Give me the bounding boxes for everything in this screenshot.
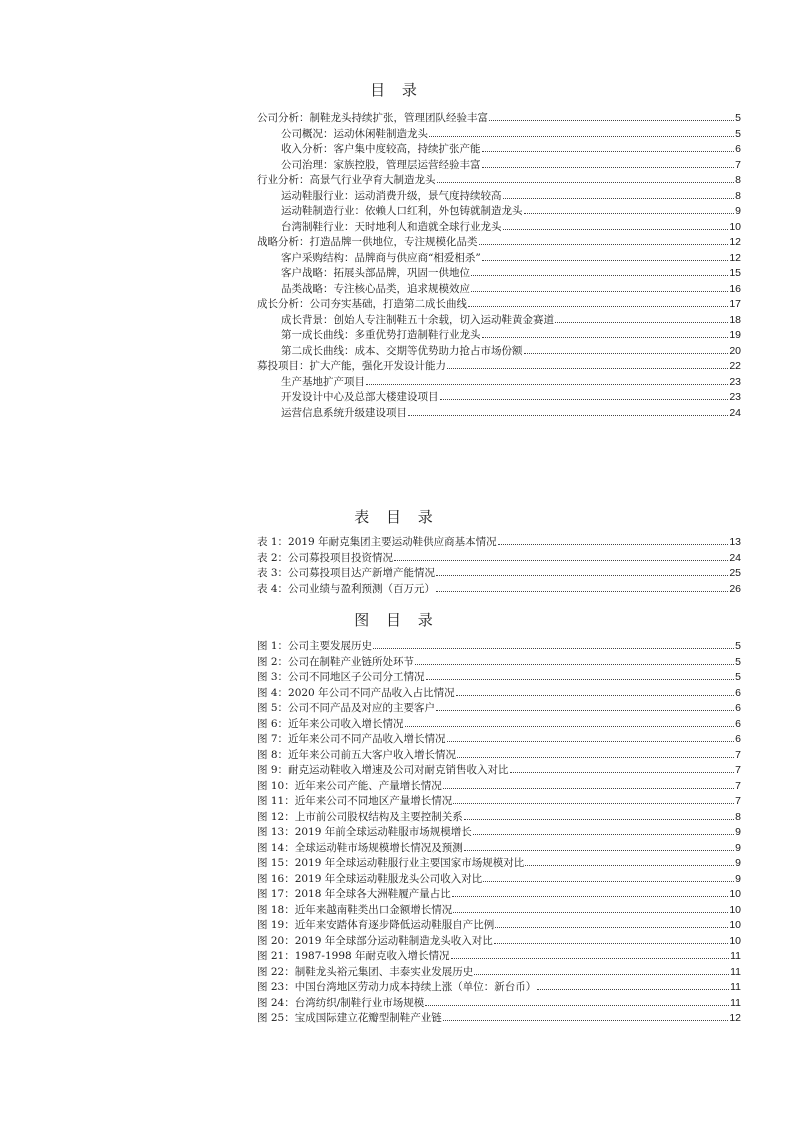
figures-entry-text: 图 19：近年来安踏体育逐步降低运动鞋服自产比例 [257, 919, 495, 931]
toc-entry-page: 19 [729, 329, 741, 341]
dot-leader [494, 943, 729, 944]
figures-entry-text: 图 2：公司在制鞋产业链所处环节 [257, 655, 415, 668]
figures-entry[interactable] [257, 949, 741, 965]
dot-leader [452, 896, 729, 897]
dot-leader [366, 384, 728, 385]
figures-entry-text: 图 9：耐克运动鞋收入增速及公司对耐克销售收入对比 [257, 764, 509, 776]
toc-entry-page: 23 [729, 391, 741, 403]
toc-entry[interactable] [257, 297, 741, 313]
dot-leader [495, 927, 728, 928]
dot-leader [468, 306, 728, 307]
figures-entry-text: 图 16：2019 年全球运动鞋服龙头公司收入对比 [257, 872, 483, 885]
toc-entry-page: 6 [735, 143, 741, 155]
tables-entry-text: 表 4：公司业绩与盈利预测（百万元） [257, 582, 436, 595]
toc-entry[interactable] [257, 204, 741, 220]
toc-entry-page: 20 [729, 344, 741, 357]
dot-leader [489, 120, 734, 121]
figures-entry[interactable] [257, 841, 741, 857]
figures-entry[interactable] [257, 918, 741, 934]
dot-leader [525, 865, 734, 866]
dot-leader [405, 726, 735, 727]
figures-entry[interactable] [257, 670, 741, 686]
figures-entry-page: 7 [735, 779, 741, 792]
dot-leader [447, 368, 728, 369]
figures-entry-page: 11 [730, 950, 741, 962]
figures-entry-page: 9 [735, 857, 741, 869]
dot-leader [457, 757, 734, 758]
toc-entry[interactable] [257, 313, 741, 329]
toc-entry-text: 运营信息系统升级建设项目 [281, 406, 407, 419]
figures-entry-page: 9 [735, 826, 741, 838]
toc-entry-page: 12 [729, 251, 741, 264]
figures-entry[interactable] [257, 887, 741, 903]
dot-leader [471, 275, 728, 276]
figures-entry-page: 11 [730, 996, 741, 1009]
toc-entry-page: 5 [735, 112, 741, 124]
toc-entry[interactable] [257, 189, 741, 205]
figures-entry[interactable] [257, 810, 741, 826]
toc-entry-text: 运动鞋制造行业：依赖人口红利，外包铸就制造龙头 [281, 205, 523, 217]
toc-entry-page: 23 [729, 375, 741, 388]
figures-entry-page: 10 [729, 919, 741, 931]
figures-entry[interactable] [257, 732, 741, 748]
toc-entry-text: 成长分析：公司夯实基础，打造第二成长曲线 [257, 298, 467, 310]
dot-leader [394, 560, 728, 561]
toc-entry-text: 收入分析：客户集中度较高，持续扩张产能 [281, 143, 481, 155]
toc-entry-text: 第一成长曲线：多重优势打造制鞋行业龙头 [281, 329, 481, 341]
toc-title: 目 录 [370, 81, 423, 99]
figures-entry-page: 9 [735, 841, 741, 854]
figures-entry[interactable] [257, 763, 741, 779]
toc-entry[interactable] [257, 142, 741, 158]
dot-leader [443, 1020, 729, 1021]
figures-entry-page: 9 [735, 872, 741, 885]
tables-entry[interactable] [257, 582, 741, 598]
toc-entry-text: 成长背景：创始人专注制鞋五十余载，切入运动鞋黄金赛道 [281, 313, 554, 326]
toc-entry-page: 22 [729, 360, 741, 372]
toc-entry-page: 9 [735, 205, 741, 217]
figures-entry-page: 7 [735, 748, 741, 761]
tables-entry-text: 表 2：公司募投项目投资情况 [257, 551, 394, 564]
dot-leader [408, 415, 728, 416]
toc-entry-text: 公司治理：家族控股，管理层运营经验丰富 [281, 158, 481, 171]
toc-entry[interactable] [257, 359, 741, 375]
toc-entry-page: 7 [735, 158, 741, 171]
figures-entry[interactable] [257, 856, 741, 872]
toc-entry[interactable] [257, 158, 741, 174]
toc-entry-text: 行业分析：高景气行业孕育大制造龙头 [257, 174, 436, 186]
dot-leader [479, 244, 729, 245]
figures-entry-text: 图 24：台湾纺织/制鞋行业市场规模 [257, 996, 425, 1009]
figures-entry-text: 图 20：2019 年全球部分运动鞋制造龙头收入对比 [257, 934, 493, 947]
toc-entry-page: 8 [735, 174, 741, 186]
figures-entry-text: 图 21：1987-1998 年耐克收入增长情况 [257, 950, 450, 962]
toc-entry-page: 16 [729, 282, 741, 295]
figures-entry-text: 图 18：近年来越南鞋类出口金额增长情况 [257, 903, 453, 916]
figures-entry[interactable] [257, 1011, 741, 1027]
figures-entry[interactable] [257, 794, 741, 810]
figures-entry-text: 图 23：中国台湾地区劳动力成本持续上涨（单位：新台币） [257, 981, 537, 993]
toc-entry-text: 公司分析：制鞋龙头持续扩张，管理团队经验丰富 [257, 112, 488, 124]
tables-entry-page: 13 [729, 536, 741, 548]
figures-entry-text: 图 4：2020 年公司不同产品收入占比情况 [257, 686, 455, 699]
toc-entry-page: 15 [729, 267, 741, 279]
toc-entry[interactable] [257, 282, 741, 298]
dot-leader [510, 772, 735, 773]
figures-entry-page: 5 [735, 655, 741, 668]
figures-entry-text: 图 22：制鞋龙头裕元集团、丰泰实业发展历史 [257, 965, 474, 978]
tables-entry-page: 24 [729, 551, 741, 564]
figures-entry-text: 图 14：全球运动鞋市场规模增长情况及预测 [257, 841, 463, 854]
toc-entry[interactable] [257, 406, 741, 422]
dot-leader [464, 850, 734, 851]
toc-entry[interactable] [257, 251, 741, 267]
figures-entry-text: 图 3：公司不同地区子公司分工情况 [257, 671, 425, 683]
dot-leader [436, 710, 734, 711]
toc-entry-text: 生产基地扩产项目 [281, 375, 365, 388]
tables-entry[interactable] [257, 551, 741, 567]
figures-entry[interactable] [257, 934, 741, 950]
toc-entry-page: 8 [735, 189, 741, 202]
toc-entry-page: 12 [729, 236, 741, 248]
toc-entry[interactable] [257, 328, 741, 344]
toc-entry[interactable] [257, 127, 741, 143]
figures-entry-page: 11 [730, 981, 741, 993]
table-list-title: 表 目 录 [354, 508, 439, 526]
figures-entry[interactable] [257, 686, 741, 702]
dot-leader [503, 229, 729, 230]
figures-entry-text: 图 17：2018 年全球各大洲鞋履产量占比 [257, 888, 451, 900]
toc-entry[interactable] [257, 111, 741, 127]
figures-entry[interactable] [257, 996, 741, 1012]
figures-entry-text: 图 25：宝成国际建立花瓣型制鞋产业链 [257, 1012, 442, 1024]
figures-entry-page: 7 [735, 764, 741, 776]
tables-entry[interactable] [257, 535, 741, 551]
dot-leader [443, 788, 734, 789]
figures-entry-page: 6 [735, 686, 741, 699]
figures-entry[interactable] [257, 980, 741, 996]
dot-leader [471, 291, 728, 292]
figures-entry[interactable] [257, 655, 741, 671]
dot-leader [537, 989, 729, 990]
toc-entry-text: 客户采购结构：品牌商与供应商“相爱相杀” [281, 251, 481, 264]
figures-entry-page: 12 [729, 1012, 741, 1024]
figures-entry-page: 7 [735, 795, 741, 807]
toc-entry-text: 客户战略：拓展头部品牌，巩固一供地位 [281, 267, 470, 279]
dot-leader [482, 167, 735, 168]
dot-leader [498, 544, 729, 545]
toc-entry-text: 开发设计中心及总部大楼建设项目 [281, 391, 439, 403]
figures-entry-text: 图 1：公司主要发展历史 [257, 640, 373, 652]
dot-leader [453, 912, 728, 913]
dot-leader [524, 353, 729, 354]
toc-entry-text: 品类战略：专注核心品类，追求规模效应 [281, 282, 470, 295]
figures-entry-page: 5 [735, 671, 741, 683]
toc-entry[interactable] [257, 235, 741, 251]
figures-entry[interactable] [257, 717, 741, 733]
tables-entry[interactable] [257, 566, 741, 582]
toc-entry[interactable] [257, 390, 741, 406]
dot-leader [456, 695, 735, 696]
tables-entry-page: 26 [729, 582, 741, 595]
dot-leader [464, 819, 734, 820]
figures-entry-text: 图 13：2019 年前全球运动鞋服市场规模增长 [257, 826, 472, 838]
figures-entry-page: 10 [729, 888, 741, 900]
figures-entry[interactable] [257, 965, 741, 981]
figures-entry-text: 图 12：上市前公司股权结构及主要控制关系 [257, 810, 463, 823]
figures-entry[interactable] [257, 748, 741, 764]
tables-entry-page: 25 [729, 567, 741, 579]
figures-entry-text: 图 15：2019 年全球运动鞋服行业主要国家市场规模对比 [257, 857, 525, 869]
toc-entry[interactable] [257, 375, 741, 391]
toc-entry[interactable] [257, 220, 741, 236]
figures-entry-text: 图 10：近年来公司产能、产量增长情况 [257, 779, 442, 792]
dot-leader [373, 648, 734, 649]
figures-entry[interactable] [257, 825, 741, 841]
dot-leader [482, 337, 729, 338]
dot-leader [451, 958, 730, 959]
figures-entry-page: 6 [735, 717, 741, 730]
figures-entry-text: 图 6：近年来公司收入增长情况 [257, 717, 404, 730]
toc-entry[interactable] [257, 344, 741, 360]
figures-entry-page: 10 [729, 934, 741, 947]
figures-entry-text: 图 8：近年来公司前五大客户收入增长情况 [257, 748, 457, 761]
toc-entry-page: 24 [729, 406, 741, 419]
dot-leader [429, 136, 734, 137]
toc-entry-page: 5 [735, 127, 741, 140]
figures-entry-text: 图 5：公司不同产品及对应的主要客户 [257, 702, 436, 714]
figures-entry[interactable] [257, 701, 741, 717]
dot-leader [473, 834, 734, 835]
toc-entry[interactable] [257, 173, 741, 189]
figure-list-title: 图 目 录 [354, 611, 439, 629]
dot-leader [436, 591, 728, 592]
dot-leader [524, 213, 735, 214]
toc-entry-page: 17 [729, 298, 741, 310]
figures-entry-page: 11 [730, 965, 741, 978]
dot-leader [426, 679, 735, 680]
toc-entry-text: 公司概况：运动休闲鞋制造龙头 [281, 127, 428, 140]
figures-entry-page: 10 [729, 903, 741, 916]
figures-entry-page: 8 [735, 810, 741, 823]
toc-list [257, 111, 741, 421]
figures-entry[interactable] [257, 639, 741, 655]
tables-entry-text: 表 3：公司募投项目达产新增产能情况 [257, 567, 436, 579]
toc-entry-text: 第二成长曲线：成本、交期等优势助力抢占市场份额 [281, 344, 523, 357]
dot-leader [503, 198, 735, 199]
figures-entry-text: 图 11：近年来公司不同地区产量增长情况 [257, 795, 453, 807]
dot-leader [440, 399, 729, 400]
figures-entry-text: 图 7：近年来公司不同产品收入增长情况 [257, 733, 446, 745]
dot-leader [436, 575, 728, 576]
toc-entry-text: 战略分析：打造品牌一供地位，专注规模化品类 [257, 236, 478, 248]
tables-entry-text: 表 1：2019 年耐克集团主要运动鞋供应商基本情况 [257, 536, 497, 548]
toc-entry-text: 运动鞋服行业：运动消费升级，景气度持续较高 [281, 189, 502, 202]
dot-leader [482, 260, 729, 261]
figures-entry-page: 5 [735, 640, 741, 652]
dot-leader [437, 182, 735, 183]
dot-leader [555, 322, 728, 323]
dot-leader [453, 803, 734, 804]
dot-leader [425, 1005, 729, 1006]
toc-entry-text: 台湾制鞋行业：天时地利人和造就全球行业龙头 [281, 220, 502, 233]
toc-entry-text: 募投项目：扩大产能，强化开发设计能力 [257, 360, 446, 372]
figures-entry[interactable] [257, 779, 741, 795]
dot-leader [482, 151, 735, 152]
toc-entry-page: 18 [729, 313, 741, 326]
table-list [257, 535, 741, 597]
dot-leader [474, 974, 729, 975]
dot-leader [415, 664, 734, 665]
dot-leader [483, 881, 734, 882]
toc-entry-page: 10 [729, 220, 741, 233]
figure-list [257, 639, 741, 1027]
dot-leader [447, 741, 735, 742]
figures-entry-page: 6 [735, 702, 741, 714]
figures-entry[interactable] [257, 903, 741, 919]
toc-entry[interactable] [257, 266, 741, 282]
figures-entry-page: 6 [735, 733, 741, 745]
figures-entry[interactable] [257, 872, 741, 888]
